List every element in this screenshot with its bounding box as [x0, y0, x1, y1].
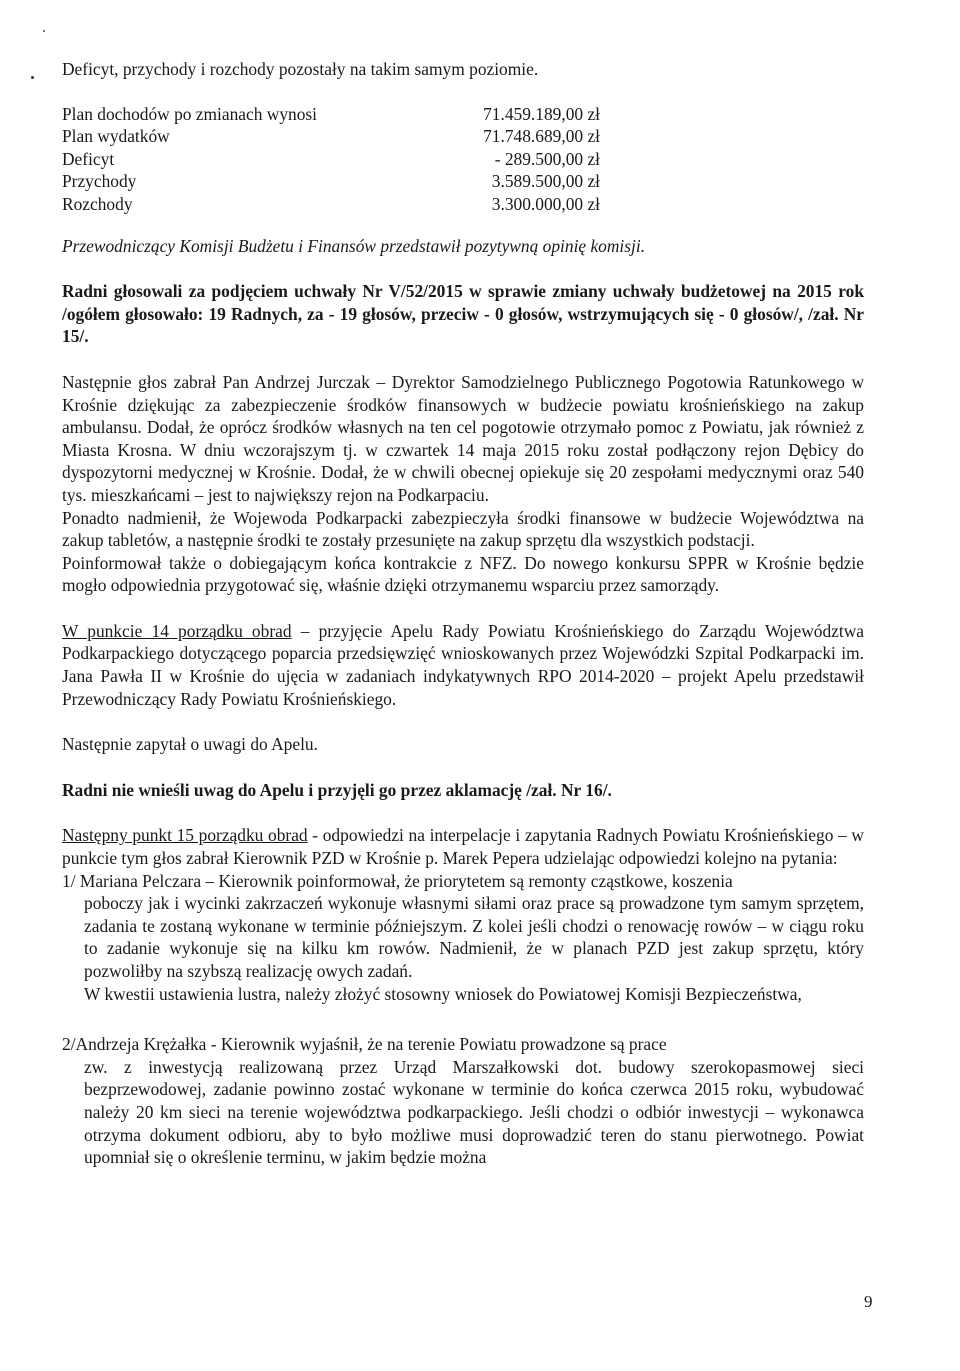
finance-label: Plan wydatków: [62, 126, 170, 147]
finance-row: [62, 148, 600, 171]
answer-lead: Mariana Pelczara – Kierownik poinformował, że priorytetem są remonty cząstkowe, koszenia: [75, 870, 733, 891]
ask-remarks: Następnie zapytał o uwagi do Apelu.: [62, 734, 318, 755]
finance-label: Deficyt: [62, 148, 115, 169]
finance-label: Plan dochodów po zmianach wynosi: [62, 103, 318, 124]
answer-body: poboczy jak i wycinki zakrzaczeń wykonuje własnymi siłami oraz prace są prowadzone tym samym sprzętem, zadania te zostaną wykonane w terminie późniejszym. Z kolei jeśli chodzi o renowację rowów – w ciągu roku to zadanie wykonuje się na kilku km rowów. Nadmienił, że w planach PZD jest zakup sprzętu, który pozwoliłby na szybszą realizację owych zadań.: [84, 893, 864, 981]
intro-paragraph: Deficyt, przychody i rozchody pozostały na takim samym poziomie.: [62, 59, 539, 79]
finance-value: 3.589.500,00 zł: [491, 171, 600, 192]
finance-value: 71.748.689,00 zł: [483, 126, 600, 147]
answer-item: [62, 1033, 864, 1169]
answer-first-line: [62, 870, 864, 893]
answer-extra: W kwestii ustawienia lustra, należy złożyć stosowny wniosek do Powiatowej Komisji Bezpieczeństwa,: [84, 983, 802, 1004]
finance-table: [62, 103, 600, 216]
jurczak-nfz: Poinformował także o dobiegającym końca kontrakcie z NFZ. Do nowego konkursu SPPR w Krośnie będzie mogło odpowiednia przygotować się, właśnie dzięki otrzymanemu wsparciu przez samorządy.: [62, 552, 864, 596]
finance-label: Rozchody: [62, 193, 133, 214]
finance-value: 3.300.000,00 zł: [491, 193, 600, 214]
margin-dot: [31, 76, 34, 79]
finance-row: [62, 170, 600, 193]
finance-row: [62, 193, 600, 216]
finance-label: Przychody: [62, 171, 137, 192]
document-page: [62, 58, 864, 1169]
point-14-heading: W punkcie 14 porządku obrad: [62, 620, 292, 641]
point-14-paragraph: [62, 620, 864, 710]
finance-row: [62, 125, 600, 148]
answer-item: [62, 870, 864, 1006]
answer-number: 2/: [62, 1034, 76, 1055]
appeal-adopted: Radni nie wnieśli uwag do Apelu i przyjęli go przez aklamację /zał. Nr 16/.: [62, 779, 612, 800]
answer-body: zw. z inwestycją realizowaną przez Urząd Marszałkowski dot. budowy szerokopasmowej sieci bezprzewodowej, zadanie powinno zostać wykonane w terminie do końca czerwca 2015 roku, wybudować należy 20 km sieci na terenie województwa podkarpackiego. Jeśli chodzi o odbiór inwestycji – wykonawca otrzyma dokument odbioru, aby to było możliwe musi doprowadzić teren do stanu pierwotnego. Powiat upomniał się o określenie terminu, w jakim będzie można: [84, 1056, 864, 1168]
answer-number: 1/: [62, 870, 76, 891]
finance-value: 71.459.189,00 zł: [483, 103, 600, 124]
finance-row: [62, 103, 600, 126]
point-15-paragraph: [62, 824, 864, 869]
vote-resolution: Radni głosowali za podjęciem uchwały Nr V/52/2015 w sprawie zmiany uchwały budżetowej na 2015 rok /ogółem głosowało: 19 Radnych, za - 19 głosów, przeciw - 0 głosów, wstrzymujących się - 0 głosów/, /zał. Nr 15/.: [62, 281, 864, 347]
finance-value: - 289.500,00 zł: [494, 148, 600, 169]
committee-opinion: Przewodniczący Komisji Budżetu i Finansów przedstawił pozytywną opinię komisji.: [62, 235, 646, 256]
answer-first-line: [62, 1033, 864, 1056]
point-15-text: - odpowiedzi na interpelacje i zapytania Radnych Powiatu Krośnieńskiego – w punkcie tym głos zabrał Kierownik PZD w Krośnie p. Marek Pepera udzielając odpowiedzi kolejno na pytania:: [62, 825, 864, 869]
scan-speck: [43, 30, 45, 32]
page-number: 9: [864, 1292, 873, 1311]
point-15-heading: Następny punkt 15 porządku obrad: [62, 825, 308, 846]
jurczak-statement: Następnie głos zabrał Pan Andrzej Jurczak – Dyrektor Samodzielnego Publicznego Pogotowia Ratunkowego w Krośnie dziękując za zabezpieczenie środków finansowych w budżecie powiatu krośnieńskiego na zakup ambulansu. Dodał, że oprócz środków własnych na ten cel pogotowie otrzymało pomoc z Powiatu, jak również z Miasta Krosna. W dniu wczorajszym tj. w czwartek 14 maja 2015 roku został podłączony rejon Dębicy do dyspozytorni medycznej w Krośnie. Dodał, że w chwili obecnej opiekuje się 20 zespołami medycznymi oraz 540 tys. mieszkańcami – jest to największy rejon na Podkarpaciu.: [62, 371, 864, 505]
point-14-text: – przyjęcie Apelu Rady Powiatu Krośnieńskiego do Zarządu Województwa Podkarpackiego dotyczącego poparcia przedsięwzięć wnioskowanych przez Wojewódzki Szpital Podkarpacki im. Jana Pawła II w Krośnie do ujęcia w zadaniach indykatywnych RPO 2014-2020 – projekt Apelu przedstawił Przewodniczący Rady Powiatu Krośnieńskiego.: [62, 620, 864, 709]
jurczak-tablets: Ponadto nadmienił, że Wojewoda Podkarpacki zabezpieczyła środki finansowe w budżecie Województwa na zakup tabletów, a następnie środki te zostały przesunięte na zakup sprzętu dla wszystkich podstacji.: [62, 507, 864, 551]
answer-lead: Andrzeja Krężałka - Kierownik wyjaśnił, że na terenie Powiatu prowadzone są prace: [75, 1034, 667, 1055]
